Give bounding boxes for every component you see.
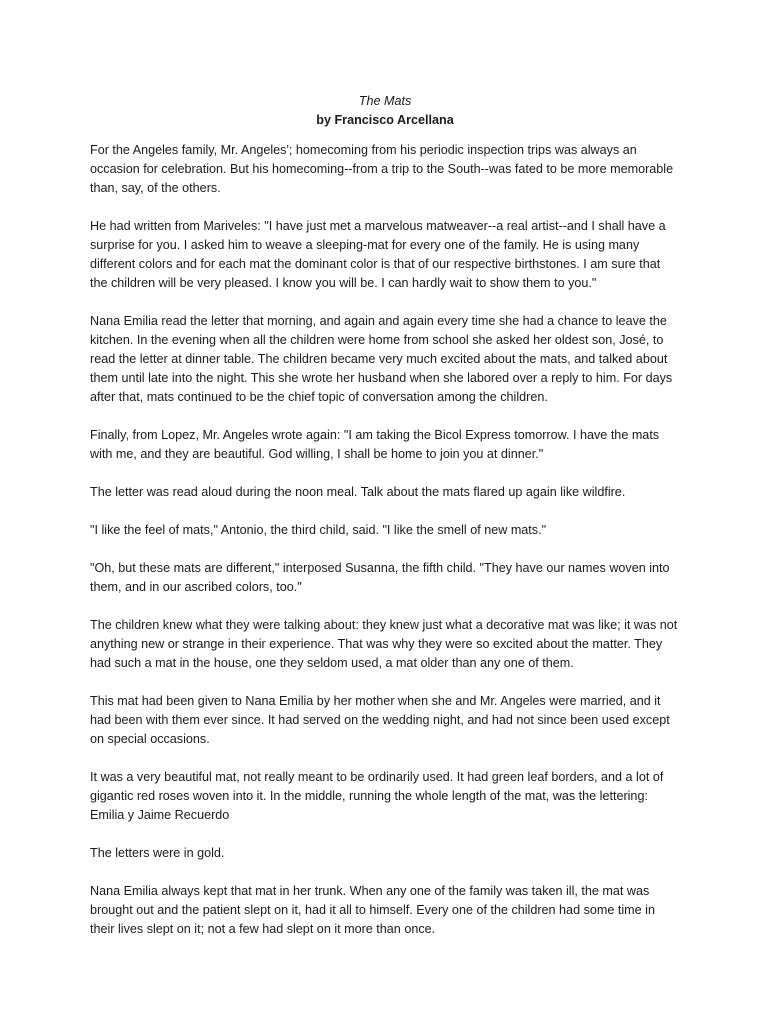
paragraph-10: It was a very beautiful mat, not really meant to be ordinarily used. It had green leaf borders, and a lot of gigantic red roses woven into it. In the middle, running the whole length of the mat, was the lettering: [90, 770, 664, 803]
story-title: The Mats [358, 94, 412, 108]
paragraph-5: The letter was read aloud during the noon meal. Talk about the mats flared up again like wildfire. [90, 485, 626, 499]
paragraph-6: "I like the feel of mats," Antonio, the third child, said. "I like the smell of new mats." [90, 523, 547, 537]
paragraph-8: The children knew what they were talking about: they knew just what a decorative mat was like; it was not anything new or strange in their experience. That was why they were so excited about the matter. They had such a mat in the house, one they seldom used, a mat older than any one of them. [90, 618, 678, 670]
paragraph-4: Finally, from Lopez, Mr. Angeles wrote again: "I am taking the Bicol Express tomorrow. I have the mats with me, and they are beautiful. God willing, I shall be home to join you at dinner." [90, 428, 660, 461]
paragraph-11: The letters were in gold. [90, 846, 225, 860]
paragraph-1: For the Angeles family, Mr. Angeles'; homecoming from his periodic inspection trips was always an occasion for celebration. But his homecoming--from a trip to the South--was fated to be more memorable than, say, of the others. [90, 143, 674, 195]
mat-lettering: Emilia y Jaime Recuerdo [90, 808, 230, 822]
paragraph-2: He had written from Mariveles: "I have just met a marvelous matweaver--a real artist--and I shall have a surprise for you. I asked him to weave a sleeping-mat for every one of the family. He is using many different colors and for each mat the dominant color is that of our respective birthstones. I am sure that the children will be very pleased. I know you will be. I can hardly wait to show them to you." [90, 219, 666, 290]
paragraph-9: This mat had been given to Nana Emilia by her mother when she and Mr. Angeles were married, and it had been with them ever since. It had served on the wedding night, and had not since been used except on special occasions. [90, 694, 670, 746]
paragraph-7: "Oh, but these mats are different," interposed Susanna, the fifth child. "They have our names woven into them, and in our ascribed colors, too." [90, 561, 670, 594]
paragraph-12: Nana Emilia always kept that mat in her trunk. When any one of the family was taken ill, the mat was brought out and the patient slept on it, had it all to himself. Every one of the children had some time in their lives slept on it; not a few had slept on it more than once. [90, 884, 655, 936]
document-body [90, 92, 680, 958]
paragraph-3: Nana Emilia read the letter that morning, and again and again every time she had a chance to leave the kitchen. In the evening when all the children were home from school she asked her oldest son, José, to read the letter at dinner table. The children became very much excited about the mats, and talked about them until late into the night. This she wrote her husband when she labored over a reply to him. For days after that, mats continued to be the chief topic of conversation among the children. [90, 314, 673, 404]
story-author: by Francisco Arcellana [316, 113, 454, 127]
